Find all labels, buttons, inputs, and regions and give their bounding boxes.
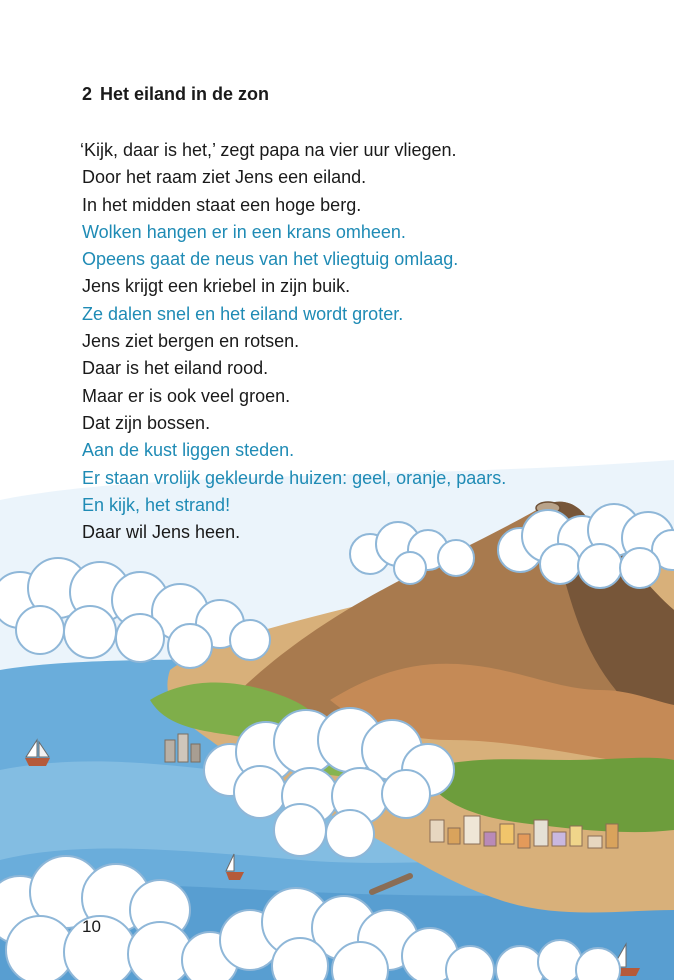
story-line: In het midden staat een hoge berg. bbox=[82, 194, 362, 215]
story-line: Jens ziet bergen en rotsen. bbox=[82, 331, 300, 352]
story-line: Jens krijgt een kriebel in zijn buik. bbox=[82, 276, 351, 297]
chapter-title-text: Het eiland in de zon bbox=[100, 84, 270, 104]
chapter-number: 2 bbox=[82, 84, 93, 104]
story-line: Aan de kust liggen steden. bbox=[82, 440, 295, 461]
story-text bbox=[80, 137, 506, 546]
page-number: 10 bbox=[82, 917, 101, 936]
story-line: Wolken hangen er in een krans omheen. bbox=[82, 221, 406, 242]
story-line: En kijk, het strand! bbox=[82, 494, 231, 515]
story-line: Dat zijn bossen. bbox=[82, 412, 211, 433]
chapter-title bbox=[82, 84, 269, 105]
story-line: ‘Kijk, daar is het,’ zegt papa na vier uur vliegen. bbox=[80, 140, 457, 160]
story-line: Door het raam ziet Jens een eiland. bbox=[82, 167, 367, 188]
story-line: Daar is het eiland rood. bbox=[82, 358, 269, 379]
story-line: Maar er is ook veel groen. bbox=[82, 385, 291, 406]
story-line: Opeens gaat de neus van het vliegtuig omlaag. bbox=[82, 249, 459, 270]
story-line: Ze dalen snel en het eiland wordt groter. bbox=[82, 303, 404, 324]
story-line: Er staan vrolijk gekleurde huizen: geel, oranje, paars. bbox=[82, 467, 507, 488]
story-line: Daar wil Jens heen. bbox=[82, 522, 241, 543]
